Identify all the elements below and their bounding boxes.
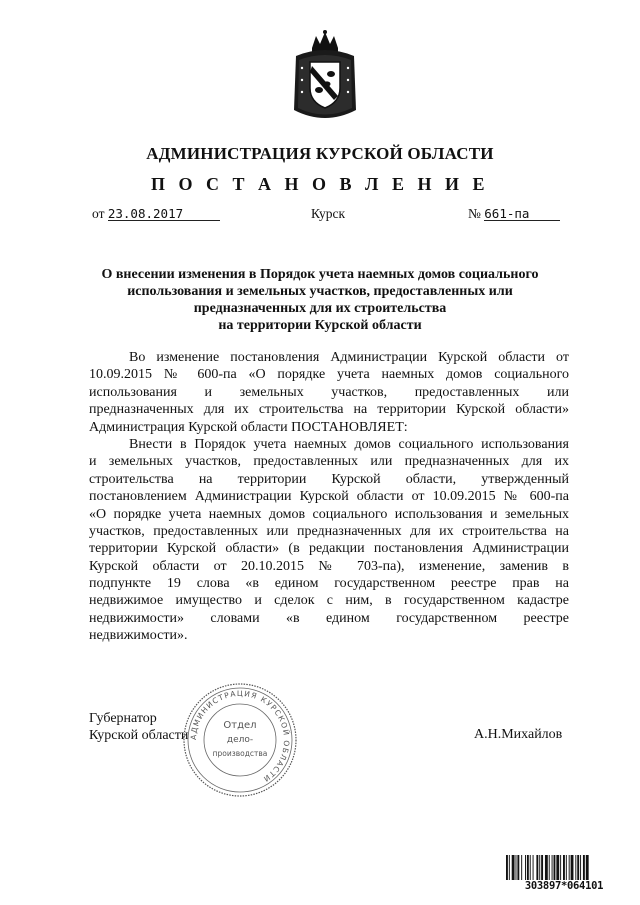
coat-of-arms-icon	[290, 30, 360, 122]
number-prefix: №	[468, 206, 481, 221]
document-body	[89, 349, 569, 645]
barcode-number: 303897*064101	[503, 880, 625, 892]
body-line: подпункте 19 слова «в едином государственном реестре прав на	[89, 576, 569, 592]
body-line: строительства на территории Курской области, утвержденный	[89, 471, 569, 487]
body-line: «О порядке учета наемных домов социального использования и земельных	[89, 506, 569, 522]
body-line: территории Курской области» (в редакции постановления Администрации	[89, 541, 569, 557]
document-city: Курск	[311, 206, 346, 221]
document-subject	[70, 266, 570, 334]
stamp-center-line: Отдел	[223, 720, 257, 731]
signature-position-line: Курской области	[89, 728, 189, 743]
subject-line: на территории Курской области	[218, 318, 422, 333]
number-value: 661-па	[484, 207, 560, 221]
stamp-center-line: дело-	[226, 735, 254, 745]
stamp-center-line: производства	[212, 749, 268, 758]
date-value: 23.08.2017	[108, 207, 220, 221]
body-line: участков, предоставленных или предназначенных для их строительства на	[89, 523, 569, 539]
body-line: и земельных участков, предоставленных или предназначенных для их	[89, 454, 569, 470]
body-line: недвижимости».	[89, 628, 188, 644]
signature-name: А.Н.Михайлов	[474, 727, 563, 742]
paragraph-preamble	[89, 349, 569, 436]
body-line: недвижимое имущество и сделок с ним, в государственном кадастре	[89, 593, 569, 609]
date-prefix: от	[92, 206, 105, 221]
signature-position-line: Губернатор	[89, 711, 157, 726]
document-type: П О С Т А Н О В Л Е Н И Е	[151, 174, 489, 194]
body-line: Внести в Порядок учета наемных домов социального использования	[129, 436, 569, 452]
body-line: использования и земельных участков, предоставленных или	[89, 384, 569, 400]
subject-line: О внесении изменения в Порядок учета наемных домов социального	[101, 267, 539, 282]
stamp-ring-text: АДМИНИСТРАЦИЯ КУРСКОЙ ОБЛАСТИ	[188, 688, 292, 784]
body-line: Во изменение постановления Администрации Курской области от	[129, 350, 569, 365]
signature-position	[89, 710, 188, 744]
body-line: 10.09.2015 № 600-па «О порядке учета наемных домов социального	[89, 367, 569, 383]
document-date	[92, 206, 220, 222]
body-line: Курской области от 20.10.2015 № 703-па), изменение, заменив в	[89, 558, 569, 574]
document-number	[468, 206, 560, 222]
paragraph-resolution	[89, 436, 569, 645]
office-stamp	[180, 680, 300, 800]
subject-line: предназначенных для их строительства	[193, 301, 447, 316]
body-line: предназначенных для их строительства на территории Курской области»	[89, 402, 569, 418]
subject-line: использования и земельных участков, предоставленных или	[127, 284, 513, 299]
body-line: недвижимости» словами «в едином государственном реестре	[89, 610, 569, 626]
organization-title: АДМИНИСТРАЦИЯ КУРСКОЙ ОБЛАСТИ	[146, 144, 494, 163]
body-line: Администрация Курской области ПОСТАНОВЛЯЕТ:	[89, 419, 408, 435]
body-line: постановлением Администрации Курской области от 10.09.2015 № 600-па	[89, 489, 569, 505]
